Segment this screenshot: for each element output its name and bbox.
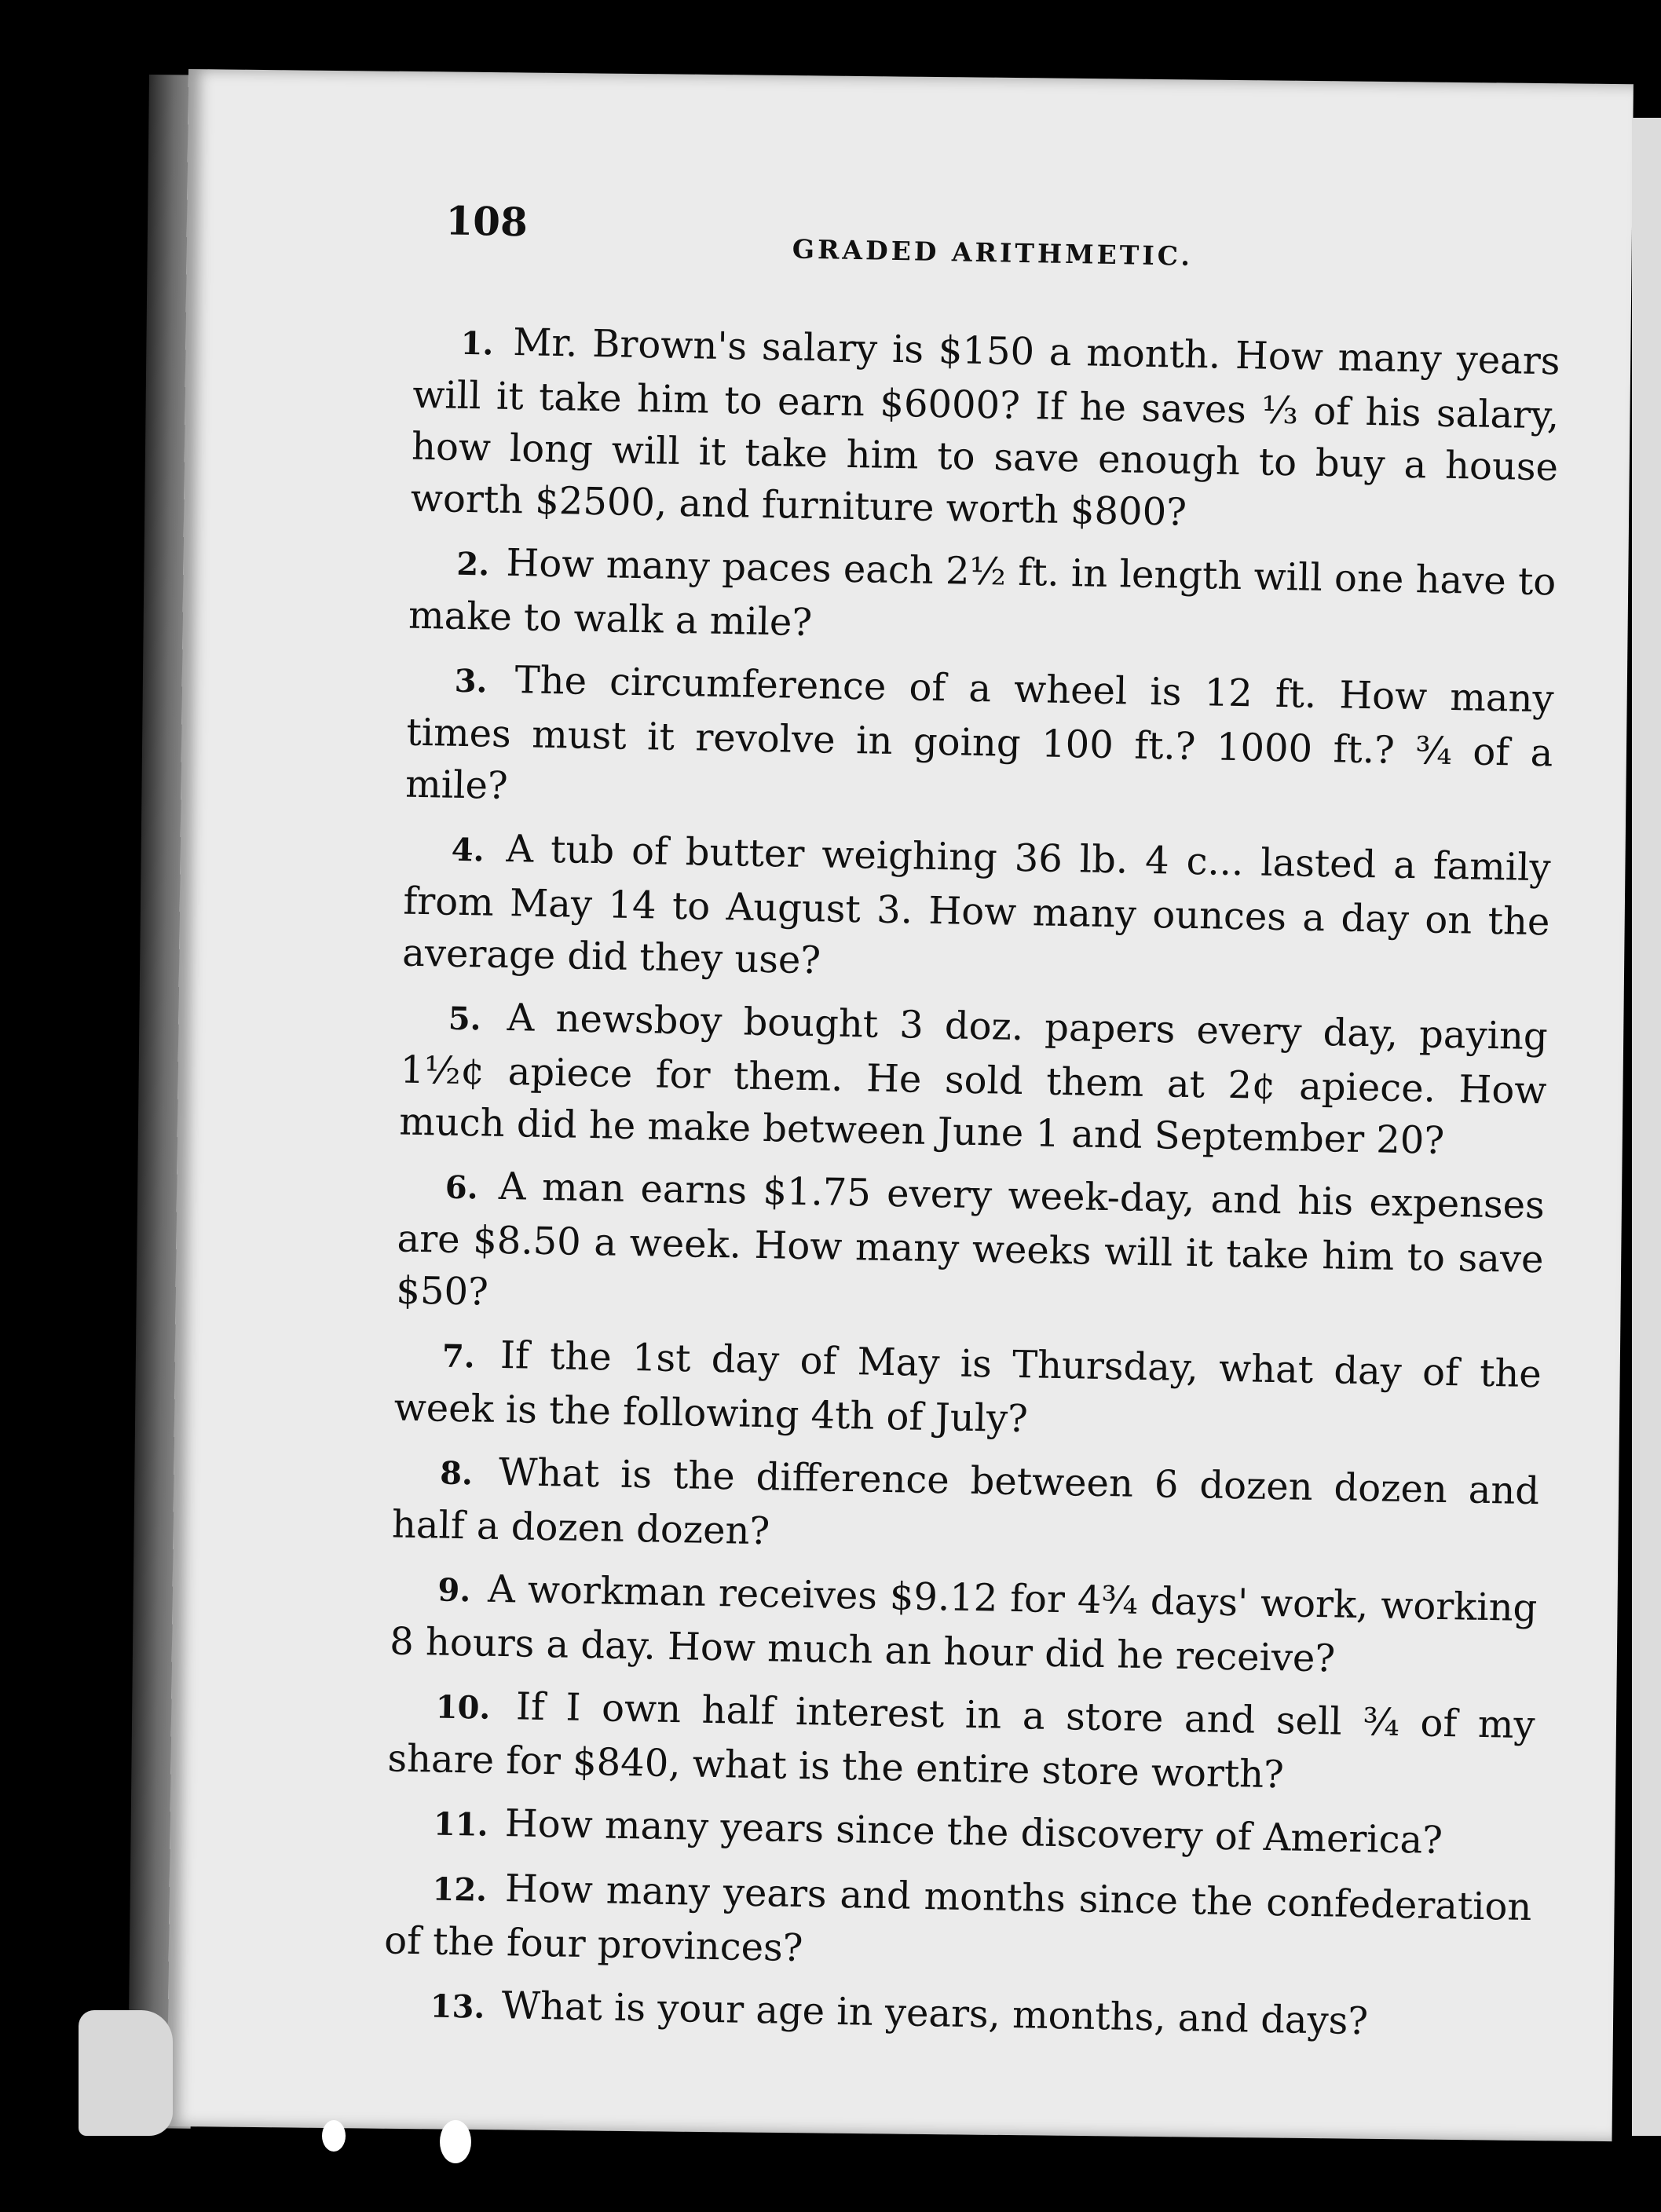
problem-item [402,821,1551,1000]
problem-number: 6. [445,1168,479,1207]
problem-text: If I own half interest in a store and sell ¾ of my share for $840, what is the entire store worth? [387,1684,1536,1797]
page-right-edge [1632,118,1661,2136]
problem-number: 9. [437,1571,471,1610]
problem-item [408,536,1557,663]
problem-text: The circumference of a wheel is 12 ft. How many times must it revolve in going 100 ft.? 1000 ft.? ¾ of a mile? [404,658,1555,808]
problem-item [399,990,1548,1169]
problem-text: A workman receives $9.12 for 4¾ days' work, working 8 hours a day. How much an hour did he receive? [389,1567,1538,1681]
problem-item [390,1561,1538,1688]
problem-item [387,1678,1535,1805]
problem-text: If the 1st day of May is Thursday, what day of the week is the following 4th of July? [393,1333,1542,1442]
problem-item [382,1977,1530,2053]
problem-text: How many years since the discovery of America? [504,1801,1443,1863]
problem-number: 1. [460,324,494,363]
problem-number: 10. [435,1688,491,1727]
problem-number: 4. [451,831,485,869]
problem-number: 13. [430,1987,485,2026]
problem-text: What is your age in years, months, and days? [501,1983,1369,2044]
problem-item [405,653,1554,832]
problem-text: Mr. Brown's salary is $150 a month. How many years will it take him to earn $6000? If he saves ⅓ of his salary, how long will it take him to save enough to buy a house worth $2500, and furniture worth $800? [410,320,1560,535]
scan-speck [322,2120,346,2152]
problem-item [396,1159,1545,1338]
page-number: 108 [445,197,529,246]
problem-number: 11. [433,1805,489,1844]
problem-text: How many years and months since the confederation of the four provinces? [383,1866,1532,1971]
page-content [351,196,1563,2064]
problem-text: What is the difference between 6 dozen dozen and half a dozen dozen? [391,1450,1540,1554]
problem-item [410,315,1560,546]
problem-text: How many paces each 2½ ft. in length will one have to make to walk a mile? [408,540,1557,645]
problem-item [386,1795,1533,1870]
problem-item [391,1444,1539,1571]
problem-item [384,1860,1532,1987]
problem-number: 12. [432,1870,488,1909]
problem-text: A man earns $1.75 every week-day, and his expenses are $8.50 a week. How many weeks will it take him to save $50? [395,1164,1546,1314]
problem-list [382,315,1560,2053]
problem-text: A newsboy bought 3 doz. papers every day, paying 1½¢ apiece for them. He sold them at 2¢ apiece. How much did he make between June 1 and September 20? [398,996,1549,1163]
problem-number: 8. [439,1454,474,1493]
scan-artifact [79,2010,173,2136]
scan-speck [440,2120,471,2163]
problem-text: A tub of butter weighing 36 lb. 4 c... lasted a family from May 14 to August 3. How many ounces a day on the average did they use? [401,826,1552,983]
problem-number: 7. [441,1337,476,1376]
problem-item [393,1327,1542,1454]
problem-number: 5. [448,1000,482,1038]
problem-number: 3. [454,662,488,700]
running-title: GRADED ARITHMETIC. [792,233,1194,272]
problem-number: 2. [456,545,490,583]
